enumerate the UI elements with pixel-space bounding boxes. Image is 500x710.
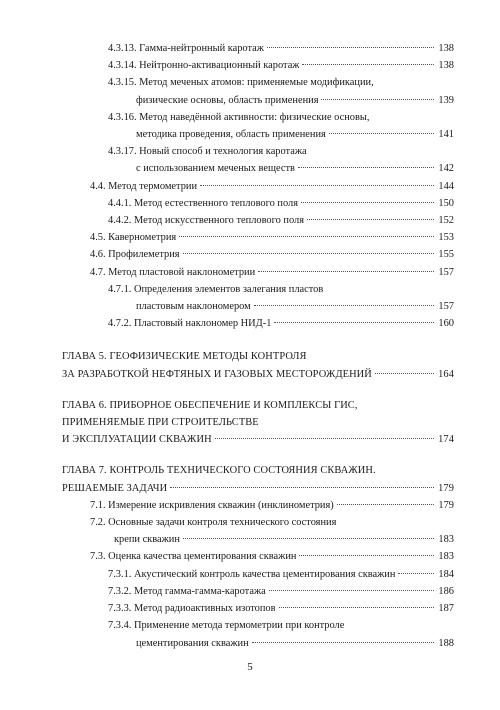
toc-entry-title: 7.1. Измерение искривления скважин (инклинометрия) [90, 499, 334, 511]
toc-entry-title: крепи скважин [114, 534, 180, 546]
toc-entry-title: с использованием меченых веществ [136, 163, 295, 175]
dot-leader [375, 373, 434, 374]
toc-entry [62, 315, 454, 332]
page-number: 5 [247, 661, 253, 673]
toc-entry-title: 4.3.14. Нейтронно-активационный каротаж [108, 60, 300, 72]
toc-entry [62, 109, 454, 143]
toc-entry-page: 160 [438, 318, 454, 330]
toc-entry-title: 4.4.2. Метод искусственного теплового поля [108, 215, 304, 227]
toc-entry-page: 184 [438, 568, 454, 580]
toc-entry-page: 179 [438, 499, 454, 511]
dot-leader [299, 555, 434, 556]
toc-entry-title: 4.3.13. Гамма-нейтронный каротаж [108, 43, 264, 54]
toc-entry-title: 7.3. Оценка качества цементирования скважин [90, 551, 297, 563]
toc-entry-page: 183 [438, 534, 454, 546]
toc-entry [62, 246, 454, 263]
toc-entry [62, 514, 454, 548]
dot-leader [398, 573, 434, 574]
toc-entry-page: 188 [438, 637, 454, 649]
toc-entry [62, 566, 454, 583]
toc-entry [62, 229, 454, 246]
toc-entry-page: 138 [438, 43, 454, 54]
toc-entry-title: ЗА РАЗРАБОТКОЙ НЕФТЯНЫХ И ГАЗОВЫХ МЕСТОРОЖДЕНИЙ [62, 368, 372, 380]
toc-entry [62, 212, 454, 229]
toc-entry-page: 150 [438, 197, 454, 209]
dot-leader [302, 64, 434, 65]
toc-entry-title: 7.2. Основные задачи контроля технического состояния [90, 517, 337, 529]
toc-entry [62, 281, 454, 315]
toc-entry-title: 7.3.2. Метод гамма-гамма-каротажа [108, 585, 266, 597]
toc-entry-title: 4.3.15. Метод меченых атомов: применяемые модификации, [108, 77, 374, 89]
toc-entry-page: 144 [438, 180, 454, 192]
dot-leader [307, 219, 434, 220]
toc-entry [62, 583, 454, 600]
toc-entry-title: 4.7. Метод пластовой наклонометрии [90, 266, 256, 278]
toc-entry-page: 186 [438, 585, 454, 597]
dot-leader [183, 253, 434, 254]
toc-entry-page: 138 [438, 60, 454, 72]
dot-leader [274, 322, 434, 323]
toc-entry-title: ГЛАВА 6. ПРИБОРНОЕ ОБЕСПЕЧЕНИЕ И КОМПЛЕКСЫ ГИС, [62, 399, 358, 411]
toc-entry-title: И ЭКСПЛУАТАЦИИ СКВАЖИН [62, 434, 212, 446]
toc-chapter-entry [62, 397, 454, 449]
dot-leader [321, 99, 434, 100]
toc-entry [62, 57, 454, 74]
toc-entry [62, 548, 454, 565]
toc-entry [62, 617, 454, 651]
toc-entry [62, 600, 454, 617]
toc-entry [62, 497, 454, 514]
toc-entry-title: 4.7.2. Пластовый наклономер НИД-1 [108, 318, 272, 330]
toc-entry-title: 7.3.1. Акустический контроль качества цементирования скважин [108, 568, 396, 580]
toc-entry-page: 152 [438, 215, 454, 227]
dot-leader [258, 271, 434, 272]
toc-entry-title: ПРИМЕНЯЕМЫЕ ПРИ СТРОИТЕЛЬСТВЕ [62, 417, 259, 429]
toc-entry-title: 4.4. Метод термометрии [90, 180, 198, 192]
dot-leader [301, 202, 434, 203]
toc-entry-title: 7.3.3. Метод радиоактивных изотопов [108, 603, 276, 615]
toc-entry-page: 139 [438, 94, 454, 106]
toc-entry-title: 4.4.1. Метод естественного теплового поля [108, 197, 298, 209]
dot-leader [267, 47, 434, 48]
toc-entry-title: цементирования скважин [136, 637, 249, 649]
dot-leader [252, 642, 434, 643]
toc-entry-title: 4.6. Профилеметрия [90, 249, 180, 261]
dot-leader [279, 607, 434, 608]
dot-leader [179, 236, 434, 237]
dot-leader [183, 538, 434, 539]
toc-entry-title: РЕШАЕМЫЕ ЗАДАЧИ [62, 482, 168, 494]
dot-leader [170, 487, 434, 488]
toc-entry-title: ГЛАВА 7. КОНТРОЛЬ ТЕХНИЧЕСКОГО СОСТОЯНИЯ СКВАЖИН. [62, 465, 376, 477]
toc-entry-page: 179 [438, 482, 454, 494]
toc-entry [62, 264, 454, 281]
toc-entry-title: пластовым наклономером [136, 301, 251, 313]
dot-leader [200, 185, 434, 186]
toc-entry-page: 187 [438, 603, 454, 615]
toc-entry [62, 195, 454, 212]
toc-entry-title: физические основы, область применения [136, 94, 319, 106]
table-of-contents [62, 40, 454, 652]
toc-chapter-entry [62, 462, 454, 496]
dot-leader [269, 590, 434, 591]
toc-entry-title: ГЛАВА 5. ГЕОФИЗИЧЕСКИЕ МЕТОДЫ КОНТРОЛЯ [62, 351, 307, 363]
toc-entry-title: методика проведения, область применения [136, 129, 326, 141]
dot-leader [215, 438, 434, 439]
toc-entry-page: 142 [438, 163, 454, 175]
toc-entry [62, 178, 454, 195]
dot-leader [329, 133, 434, 134]
toc-entry-title: 4.7.1. Определения элементов залегания пластов [108, 283, 324, 295]
dot-leader [254, 305, 434, 306]
toc-entry-page: 183 [438, 551, 454, 563]
dot-leader [337, 504, 434, 505]
toc-entry [62, 40, 454, 57]
toc-chapter-entry [62, 348, 454, 382]
toc-entry-page: 153 [438, 232, 454, 244]
toc-entry-title: 4.3.17. Новый способ и технология каротажа [108, 146, 307, 158]
toc-entry-page: 157 [438, 301, 454, 313]
toc-entry [62, 74, 454, 108]
dot-leader [298, 167, 434, 168]
toc-entry-title: 4.5. Кавернометрия [90, 232, 177, 244]
toc-entry-page: 155 [438, 249, 454, 261]
toc-entry-page: 141 [438, 129, 454, 141]
toc-entry [62, 143, 454, 177]
toc-entry-page: 157 [438, 266, 454, 278]
toc-entry-title: 7.3.4. Применение метода термометрии при контроле [108, 620, 345, 632]
toc-entry-page: 164 [438, 368, 454, 380]
toc-entry-page: 174 [438, 434, 454, 446]
toc-entry-title: 4.3.16. Метод наведённой активности: физические основы, [108, 111, 370, 123]
